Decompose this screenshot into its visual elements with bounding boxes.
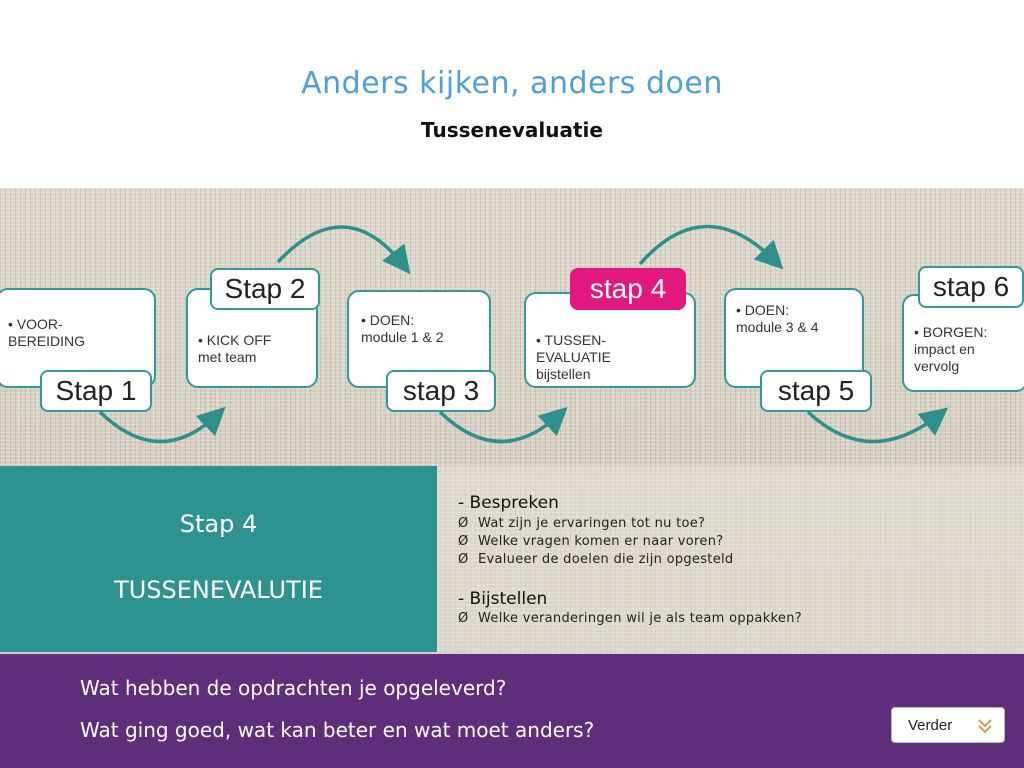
list-item: Ø Evalueer de doelen die zijn opgesteld [458, 552, 734, 567]
step-3-text: • DOEN: module 1 & 2 [361, 312, 444, 345]
step-6-box [902, 294, 1024, 392]
page-title: Anders kijken, anders doen [301, 66, 723, 101]
current-step-name: TUSSENEVALUTIE [114, 576, 323, 604]
page-subtitle: Tussenevaluatie [421, 118, 603, 142]
question-1: Wat hebben de opdrachten je opgeleverd? [80, 676, 507, 700]
step-2-label: Stap 2 [210, 268, 320, 310]
section-heading-bijstellen: - Bijstellen [458, 589, 548, 609]
list-item: Ø Wat zijn je ervaringen tot nu toe? [458, 516, 706, 531]
step-4-text: • TUSSEN- EVALUATIE bijstellen [536, 332, 611, 382]
verder-button-label: Verder [908, 717, 953, 734]
double-chevron-down-icon [976, 717, 994, 735]
list-item: Ø Welke veranderingen wil je als team oppakken? [458, 611, 802, 626]
current-step-number: Stap 4 [179, 510, 258, 538]
step-1-label: Stap 1 [40, 370, 152, 412]
question-footer [0, 652, 1024, 768]
arrow-marker-icon: Ø [458, 552, 469, 567]
section-heading-bespreken: - Bespreken [458, 493, 559, 513]
verder-button[interactable] [891, 707, 1005, 743]
current-step-panel [0, 466, 437, 652]
step-5-label: stap 5 [760, 370, 872, 412]
step-1-text: • VOOR- BEREIDING [8, 316, 86, 349]
arrow-marker-icon: Ø [458, 611, 469, 626]
step-4-label: stap 4 [570, 268, 686, 310]
arrow-marker-icon: Ø [458, 534, 469, 549]
list-item: Ø Welke vragen komen er naar voren? [458, 534, 724, 549]
step-6-text: • BORGEN: impact en vervolg [914, 324, 988, 374]
step-2-text: • KICK OFF met team [198, 332, 272, 365]
arrow-marker-icon: Ø [458, 516, 469, 531]
question-2: Wat ging goed, wat kan beter en wat moet anders? [80, 718, 595, 742]
step-5-text: • DOEN: module 3 & 4 [736, 302, 819, 335]
step-6-label: stap 6 [918, 266, 1024, 308]
step-3-label: stap 3 [386, 370, 496, 412]
